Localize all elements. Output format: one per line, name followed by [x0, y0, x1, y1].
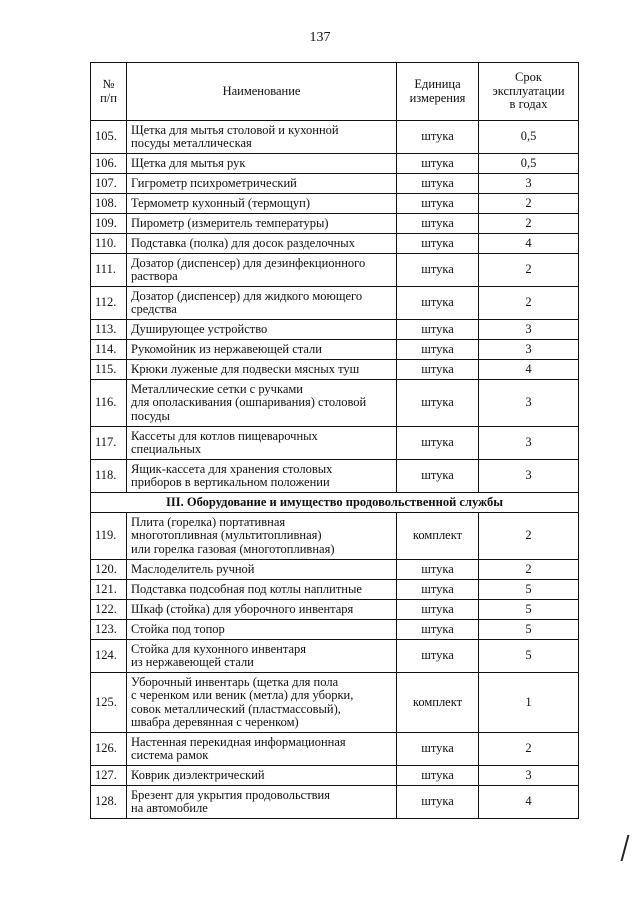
row-number: 122.	[91, 600, 127, 620]
row-number: 125.	[91, 673, 127, 733]
row-number: 120.	[91, 560, 127, 580]
row-name: Металлические сетки с ручками для ополаскивания (ошпаривания) столовой посуды	[127, 380, 397, 427]
row-unit: штука	[397, 254, 479, 287]
row-name: Щетка для мытья рук	[127, 154, 397, 174]
row-name: Ящик-кассета для хранения столовых приборов в вертикальном положении	[127, 460, 397, 493]
row-unit: штука	[397, 287, 479, 320]
table-row	[91, 174, 579, 194]
row-name: Уборочный инвентарь (щетка для пола с черенком или веник (метла) для уборки, совок металлический (пластмассовый), швабра деревянная с черенком)	[127, 673, 397, 733]
row-term: 3	[479, 460, 579, 493]
row-term: 3	[479, 174, 579, 194]
section-title: III. Оборудование и имущество продовольственной службы	[91, 493, 579, 513]
row-unit: штука	[397, 380, 479, 427]
row-number: 111.	[91, 254, 127, 287]
row-term: 0,5	[479, 121, 579, 154]
row-number: 119.	[91, 513, 127, 560]
row-term: 5	[479, 620, 579, 640]
row-term: 2	[479, 254, 579, 287]
row-term: 3	[479, 340, 579, 360]
row-term: 1	[479, 673, 579, 733]
row-unit: штука	[397, 340, 479, 360]
row-unit: штука	[397, 600, 479, 620]
table-row	[91, 287, 579, 320]
row-term: 3	[479, 380, 579, 427]
row-number: 107.	[91, 174, 127, 194]
row-unit: штука	[397, 214, 479, 234]
row-name: Дозатор (диспенсер) для жидкого моющего средства	[127, 287, 397, 320]
table-row	[91, 620, 579, 640]
table-row	[91, 560, 579, 580]
row-number: 105.	[91, 121, 127, 154]
header-num: № п/п	[91, 63, 127, 121]
row-term: 3	[479, 427, 579, 460]
row-unit: штука	[397, 733, 479, 766]
table-row	[91, 673, 579, 733]
row-term: 2	[479, 214, 579, 234]
row-name: Пирометр (измеритель температуры)	[127, 214, 397, 234]
table-row	[91, 380, 579, 427]
table-row	[91, 600, 579, 620]
row-name: Дозатор (диспенсер) для дезинфекционного раствора	[127, 254, 397, 287]
row-unit: штука	[397, 460, 479, 493]
table-row	[91, 214, 579, 234]
table-row	[91, 234, 579, 254]
row-number: 124.	[91, 640, 127, 673]
row-term: 2	[479, 194, 579, 214]
row-name: Стойка под топор	[127, 620, 397, 640]
row-number: 112.	[91, 287, 127, 320]
table-body	[91, 121, 579, 819]
row-term: 2	[479, 560, 579, 580]
row-name: Подставка (полка) для досок разделочных	[127, 234, 397, 254]
header-name: Наименование	[127, 63, 397, 121]
row-unit: штука	[397, 360, 479, 380]
row-unit: комплект	[397, 673, 479, 733]
row-unit: штука	[397, 766, 479, 786]
row-unit: комплект	[397, 513, 479, 560]
row-unit: штука	[397, 427, 479, 460]
table-row	[91, 340, 579, 360]
row-name: Коврик диэлектрический	[127, 766, 397, 786]
table-row	[91, 786, 579, 819]
table-header-row	[91, 63, 579, 121]
row-name: Шкаф (стойка) для уборочного инвентаря	[127, 600, 397, 620]
table-row	[91, 427, 579, 460]
row-term: 2	[479, 513, 579, 560]
table-row	[91, 194, 579, 214]
row-number: 118.	[91, 460, 127, 493]
row-number: 106.	[91, 154, 127, 174]
section-row	[91, 493, 579, 513]
table-row	[91, 154, 579, 174]
equipment-table	[90, 62, 579, 819]
scan-edge-mark	[621, 835, 640, 861]
table-row	[91, 320, 579, 340]
row-name: Крюки луженые для подвески мясных туш	[127, 360, 397, 380]
row-name: Стойка для кухонного инвентаря из нержавеющей стали	[127, 640, 397, 673]
row-name: Подставка подсобная под котлы наплитные	[127, 580, 397, 600]
row-unit: штука	[397, 174, 479, 194]
row-name: Душирующее устройство	[127, 320, 397, 340]
table-row	[91, 121, 579, 154]
row-term: 2	[479, 287, 579, 320]
row-number: 108.	[91, 194, 127, 214]
table-row	[91, 580, 579, 600]
row-term: 3	[479, 320, 579, 340]
row-term: 5	[479, 580, 579, 600]
row-name: Брезент для укрытия продовольствия на автомобиле	[127, 786, 397, 819]
table-row	[91, 460, 579, 493]
table-row	[91, 254, 579, 287]
row-name: Настенная перекидная информационная система рамок	[127, 733, 397, 766]
row-number: 114.	[91, 340, 127, 360]
row-unit: штука	[397, 121, 479, 154]
row-unit: штука	[397, 786, 479, 819]
row-term: 5	[479, 640, 579, 673]
header-term: Срок эксплуатации в годах	[479, 63, 579, 121]
row-unit: штука	[397, 620, 479, 640]
table-row	[91, 360, 579, 380]
row-unit: штука	[397, 154, 479, 174]
row-number: 121.	[91, 580, 127, 600]
row-unit: штука	[397, 580, 479, 600]
row-unit: штука	[397, 640, 479, 673]
row-name: Щетка для мытья столовой и кухонной посуды металлическая	[127, 121, 397, 154]
row-number: 115.	[91, 360, 127, 380]
table-row	[91, 640, 579, 673]
row-term: 2	[479, 733, 579, 766]
row-unit: штука	[397, 194, 479, 214]
row-number: 126.	[91, 733, 127, 766]
table-row	[91, 513, 579, 560]
row-number: 109.	[91, 214, 127, 234]
row-name: Плита (горелка) портативная многотопливная (мультитопливная) или горелка газовая (многотопливная)	[127, 513, 397, 560]
row-term: 4	[479, 786, 579, 819]
row-name: Маслоделитель ручной	[127, 560, 397, 580]
row-term: 3	[479, 766, 579, 786]
row-term: 0,5	[479, 154, 579, 174]
row-number: 123.	[91, 620, 127, 640]
page-number: 137	[309, 30, 331, 45]
row-term: 4	[479, 360, 579, 380]
row-number: 113.	[91, 320, 127, 340]
row-name: Кассеты для котлов пищеварочных специальных	[127, 427, 397, 460]
row-number: 116.	[91, 380, 127, 427]
row-term: 5	[479, 600, 579, 620]
row-number: 110.	[91, 234, 127, 254]
row-unit: штука	[397, 320, 479, 340]
table-row	[91, 766, 579, 786]
row-number: 128.	[91, 786, 127, 819]
row-term: 4	[479, 234, 579, 254]
header-unit: Единица измерения	[397, 63, 479, 121]
row-name: Термометр кухонный (термощуп)	[127, 194, 397, 214]
row-number: 127.	[91, 766, 127, 786]
row-name: Рукомойник из нержавеющей стали	[127, 340, 397, 360]
table-row	[91, 733, 579, 766]
row-number: 117.	[91, 427, 127, 460]
row-unit: штука	[397, 560, 479, 580]
row-unit: штука	[397, 234, 479, 254]
row-name: Гигрометр психрометрический	[127, 174, 397, 194]
